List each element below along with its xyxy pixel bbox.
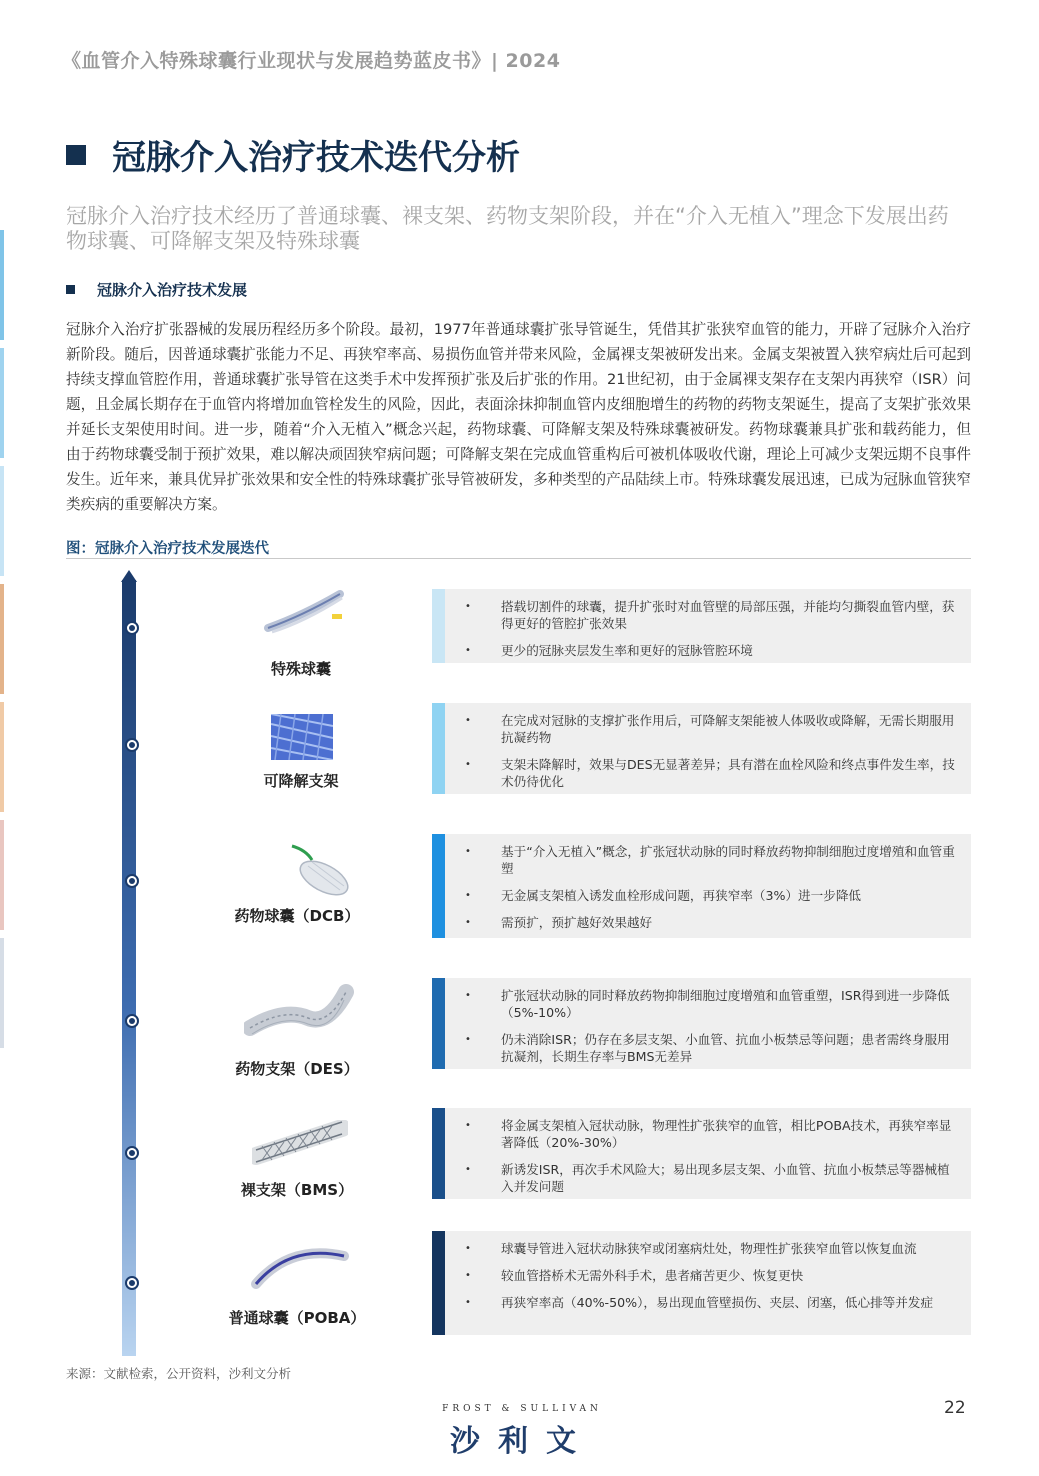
page-number: 22 <box>944 1398 966 1418</box>
section-square-icon <box>66 285 75 294</box>
timeline-label: 裸支架（BMS） <box>240 1181 354 1199</box>
description-box <box>432 1108 971 1199</box>
bullet-text: 较血管搭桥术无需外科手术，患者痛苦更少、恢复更快 <box>501 1268 804 1283</box>
timeline-label: 可降解支架 <box>263 772 339 790</box>
description-box <box>432 589 971 663</box>
scaffold-icon <box>271 714 333 760</box>
bullet-text: 仍未消除ISR；仍存在多层支架、小血管、抗血小板禁忌等问题；患者需终身服用抗凝剂，长期生存率与BMS无差异 <box>501 1032 950 1064</box>
page-title: 冠脉介入治疗技术迭代分析 <box>112 138 520 178</box>
bullet-text: 基于“介入无植入”概念，扩张冠状动脉的同时释放药物抑制细胞过度增殖和血管重塑 <box>501 844 955 876</box>
section-heading <box>66 279 247 300</box>
bullet-item: • 再狭窄率高（40%-50%），易出现血管壁损伤、夹层、闭塞，低心排等并发症 <box>465 1295 934 1310</box>
timeline-bar <box>122 580 136 1356</box>
drug-eluting-stent-icon <box>244 984 354 1046</box>
bullet-item: • 新诱发ISR，再次手术风险大；易出现多层支架、小血管、抗血小板禁忌等器械植入并发问题 <box>465 1161 957 1195</box>
description-box <box>432 703 971 794</box>
description-box <box>432 978 971 1069</box>
bullet-item: • 支架未降解时，效果与DES无显著差异；具有潜在血栓风险和终点事件发生率，技术仍待优化 <box>465 756 957 790</box>
page-subtitle: 冠脉介入治疗技术经历了普通球囊、裸支架、药物支架阶段，并在“介入无植入”理念下发展出药物球囊、可降解支架及特殊球囊 <box>66 204 949 253</box>
bullet-item: • 较血管搭桥术无需外科手术，患者痛苦更少、恢复更快 <box>465 1268 804 1283</box>
bullet-item: • 更少的冠脉夹层发生率和更好的冠脉管腔环境 <box>465 643 753 658</box>
bullet-text: 支架未降解时，效果与DES无显著差异；具有潜在血栓风险和终点事件发生率，技术仍待优化 <box>501 757 955 789</box>
bullet-text: 扩张冠状动脉的同时释放药物抑制细胞过度增殖和血管重塑，ISR得到进一步降低（5%-10%） <box>501 988 950 1020</box>
description-box <box>432 834 971 938</box>
bullet-item: • 仍未消除ISR；仍存在多层支架、小血管、抗血小板禁忌等问题；患者需终身服用抗凝剂，长期生存率与BMS无差异 <box>465 1031 957 1065</box>
bullet-item: • 无金属支架植入诱发血栓形成问题，再狭窄率（3%）进一步降低 <box>465 888 862 903</box>
bullet-text: 新诱发ISR，再次手术风险大；易出现多层支架、小血管、抗血小板禁忌等器械植入并发问题 <box>501 1162 950 1194</box>
bullet-item: • 扩张冠状动脉的同时释放药物抑制细胞过度增殖和血管重塑，ISR得到进一步降低（5%-10%） <box>465 987 957 1021</box>
bullet-text: 更少的冠脉夹层发生率和更好的冠脉管腔环境 <box>501 643 753 658</box>
bullet-text: 将金属支架植入冠状动脉，物理性扩张狭窄的血管，相比POBA技术，再狭窄率显著降低（20%-30%） <box>501 1118 952 1150</box>
timeline-label: 普通球囊（POBA） <box>228 1309 366 1327</box>
section-title: 冠脉介入治疗技术发展 <box>97 281 248 299</box>
bullet-item: • 球囊导管进入冠状动脉狭窄或闭塞病灶处，物理性扩张狭窄血管以恢复血流 <box>465 1241 917 1256</box>
timeline-label: 药物球囊（DCB） <box>234 907 360 925</box>
timeline-dot <box>125 1014 139 1028</box>
timeline-dot <box>125 738 139 752</box>
figure-caption: 图：冠脉介入治疗技术发展迭代 <box>66 541 269 557</box>
bullet-item: • 在完成对冠脉的支撑扩张作用后，可降解支架能被人体吸收或降解，无需长期服用抗凝药物 <box>465 712 957 746</box>
description-box <box>432 1231 971 1335</box>
timeline-dot <box>125 874 139 888</box>
timeline-label: 药物支架（DES） <box>235 1060 359 1078</box>
body-paragraph: 冠脉介入治疗扩张器械的发展历程经历多个阶段。最初，1977年普通球囊扩张导管诞生，凭借其扩张狭窄血管的能力，开辟了冠脉介入治疗新阶段。随后，因普通球囊扩张能力不足、再狭窄率高、易损伤血管并带来风险，金属裸支架被研发出来。金属支架被置入狭窄病灶后可起到持续支撑血管腔作用，普通球囊扩张导管在这类手术中发挥预扩张及后扩张的作用。21世纪初，由于金属裸支架存在支架内再狭窄（ISR）问题，且金属长期存在于血管内将增加血管栓发生的风险，因此，表面涂抹抑制血管内皮细胞增生的药物的药物支架诞生，提高了支架扩张效果并延长支架使用时间。进一步，随着“介入无植入”概念兴起，药物球囊、可降解支架及特殊球囊被研发。药物球囊兼具扩张和载药能力，但由于药物球囊受制于预扩效果，难以解决顽固狭窄病问题；可降解支架在完成血管重构后可被机体吸收代谢，理论上可减少支架远期不良事件发生。近年来，兼具优异扩张效果和安全性的特殊球囊扩张导管被研发，多种类型的产品陆续上市。特殊球囊发展迅速，已成为冠脉血管狭窄类疾病的重要解决方案。 <box>66 321 971 513</box>
logo-english: FROST & SULLIVAN <box>442 1404 602 1414</box>
bullet-item: • 将金属支架植入冠状动脉，物理性扩张狭窄的血管，相比POBA技术，再狭窄率显著降低（20%-30%） <box>465 1117 957 1151</box>
logo-chinese: 沙利文 <box>450 1424 594 1459</box>
timeline-dot <box>125 1276 139 1290</box>
bullet-text: 再狭窄率高（40%-50%），易出现血管壁损伤、夹层、闭塞，低心排等并发症 <box>501 1295 934 1310</box>
bullet-item: • 需预扩，预扩越好效果越好 <box>465 915 653 930</box>
plain-balloon-icon <box>250 1242 350 1292</box>
cutting-balloon-icon <box>262 588 346 640</box>
bullet-text: 需预扩，预扩越好效果越好 <box>501 915 653 930</box>
bullet-text: 无金属支架植入诱发血栓形成问题，再狭窄率（3%）进一步降低 <box>501 888 862 903</box>
page-title-row <box>66 130 520 179</box>
source-note: 来源：文献检索，公开资料，沙利文分析 <box>66 1366 292 1381</box>
title-square-icon <box>66 145 86 165</box>
timeline-dot <box>125 621 139 635</box>
bullet-text: 搭载切割件的球囊，提升扩张时对血管壁的局部压强，并能均匀撕裂血管内壁，获得更好的管腔扩张效果 <box>501 599 955 631</box>
left-color-stripes <box>0 230 4 1110</box>
timeline-dot <box>125 1146 139 1160</box>
bullet-item: • 搭载切割件的球囊，提升扩张时对血管壁的局部压强，并能均匀撕裂血管内壁，获得更好的管腔扩张效果 <box>465 598 957 632</box>
bullet-text: 球囊导管进入冠状动脉狭窄或闭塞病灶处，物理性扩张狭窄血管以恢复血流 <box>501 1241 917 1256</box>
drug-coated-balloon-icon <box>282 840 354 902</box>
timeline-label: 特殊球囊 <box>270 660 331 678</box>
bullet-item: • 基于“介入无植入”概念，扩张冠状动脉的同时释放药物抑制细胞过度增殖和血管重塑 <box>465 843 957 877</box>
bullet-text: 在完成对冠脉的支撑扩张作用后，可降解支架能被人体吸收或降解，无需长期服用抗凝药物 <box>501 713 955 745</box>
bare-metal-stent-icon <box>252 1120 348 1166</box>
frost-sullivan-logo <box>432 1404 612 1460</box>
report-header: 《血管介入特殊球囊行业现状与发展趋势蓝皮书》| 2024 <box>62 50 561 72</box>
figure-divider <box>66 558 971 559</box>
